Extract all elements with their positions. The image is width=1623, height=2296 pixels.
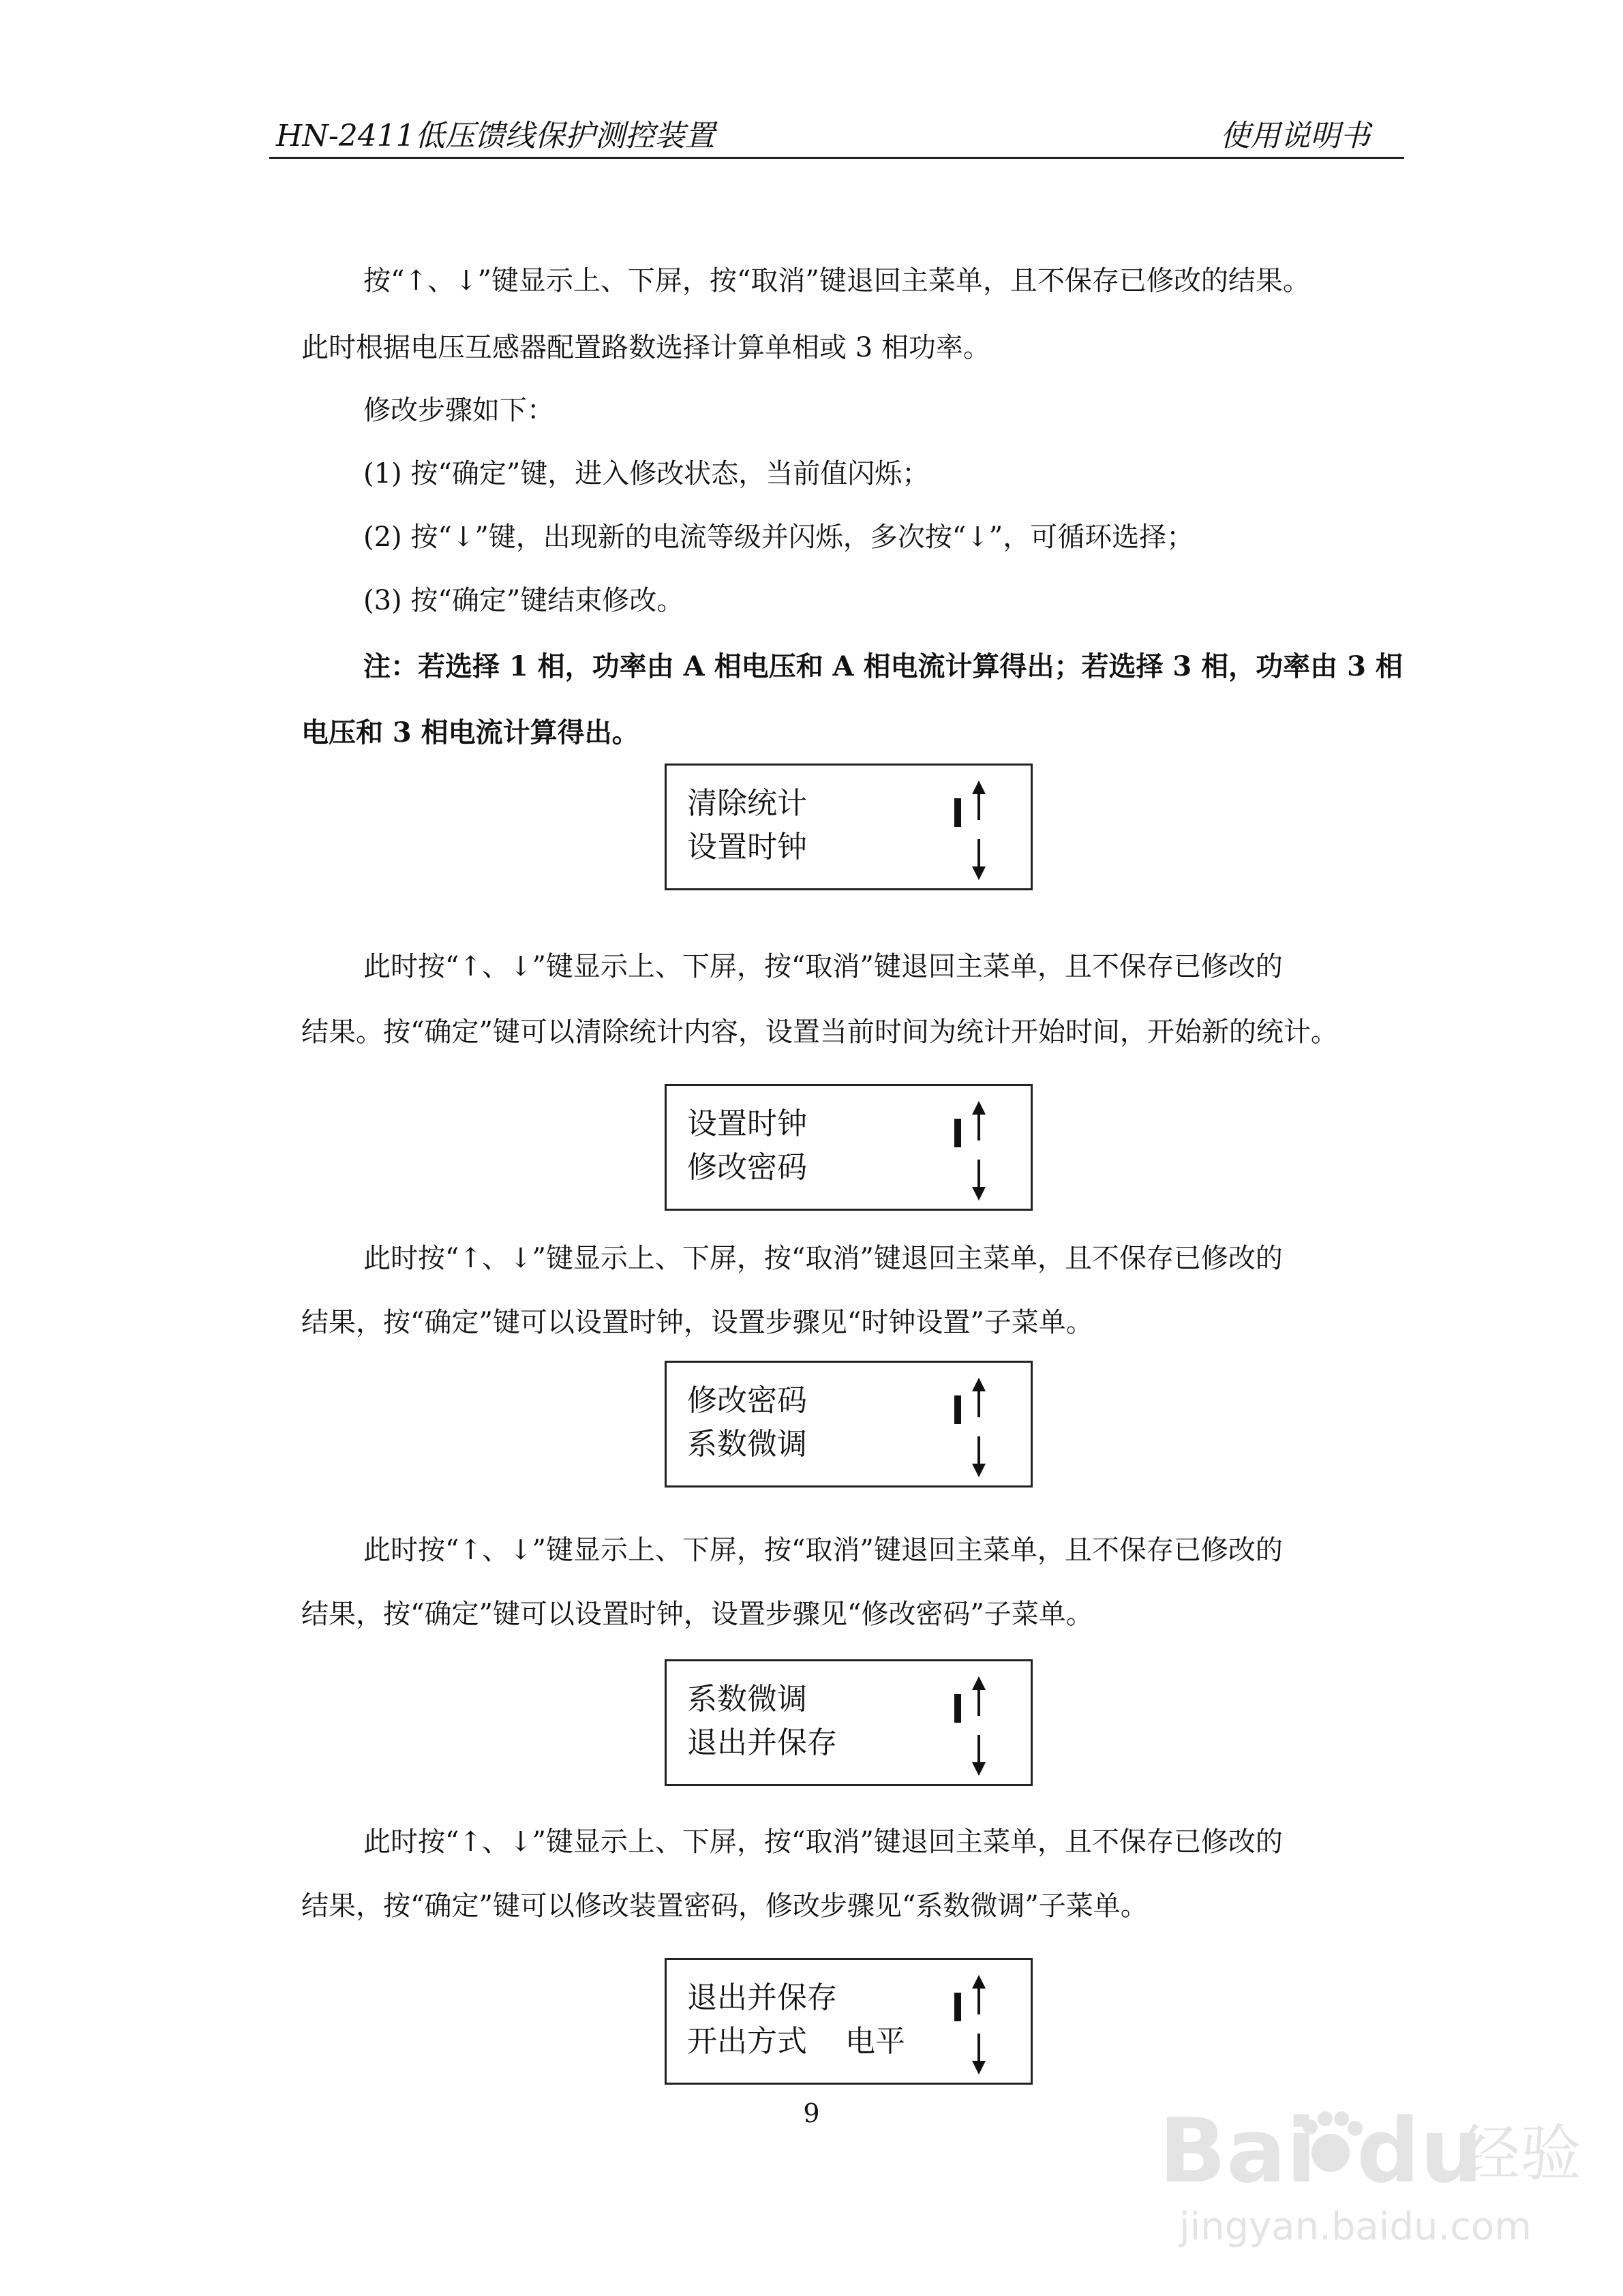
arrow-up-icon (965, 1975, 992, 2016)
lcd-cursor-icon (954, 1694, 961, 1723)
header-doc-type: 使用说明书 (1220, 119, 1370, 153)
lcd-screen-exit-and-save (665, 1958, 1033, 2085)
arrow-down-icon (965, 1735, 992, 1776)
paragraph-1-line-2: 此时根据电压互感器配置路数选择计算单相或 3 相功率。 (301, 332, 990, 363)
lcd-line-1: 设置时钟 (687, 1106, 807, 1141)
paragraph-2-line-2: 结果。按“确定”键可以清除统计内容，设置当前时间为统计开始时间，开始新的统计。 (301, 1016, 1338, 1048)
lcd-screen-clear-stats (665, 764, 1033, 890)
lcd-screen-coefficient-tuning (665, 1659, 1033, 1786)
watermark-brand: Bai (1159, 2099, 1317, 2203)
lcd-cursor-icon (954, 798, 961, 827)
paragraph-5-line-1: 此时按“↑、↓”键显示上、下屏，按“取消”键退回主菜单，且不保存已修改的 (363, 1826, 1283, 1858)
paragraph-1-line-1: 按“↑、↓”键显示上、下屏，按“取消”键退回主菜单，且不保存已修改的结果。 (363, 265, 1310, 297)
paragraph-3-line-2: 结果，按“确定”键可以设置时钟，设置步骤见“时钟设置”子菜单。 (301, 1307, 1093, 1338)
lcd-line-2: 系数微调 (687, 1427, 807, 1462)
watermark-brand-2: du (1356, 2099, 1483, 2203)
arrow-down-icon (965, 1160, 992, 1200)
page-header (269, 101, 1404, 159)
lcd-cursor-icon (954, 1119, 961, 1147)
header-title: HN-2411低压馈线保护测控装置 (276, 119, 715, 153)
watermark-url: jingyan.baidu.com (1179, 2205, 1532, 2249)
lcd-line-1: 清除统计 (687, 786, 807, 821)
lcd-cursor-icon (954, 1395, 961, 1424)
lcd-line-2: 退出并保存 (687, 1725, 837, 1760)
lcd-line-1: 修改密码 (687, 1383, 807, 1418)
steps-intro: 修改步骤如下： (363, 395, 554, 426)
lcd-line-1: 退出并保存 (687, 1980, 837, 2015)
arrow-up-icon (965, 1101, 992, 1142)
paragraph-2-line-1: 此时按“↑、↓”键显示上、下屏，按“取消”键退回主菜单，且不保存已修改的 (363, 951, 1283, 982)
lcd-screen-set-clock (665, 1084, 1033, 1211)
baidu-jingyan-watermark-logo (1152, 2079, 1581, 2256)
step-3: (3) 按“确定”键结束修改。 (363, 585, 684, 616)
lcd-line-2: 设置时钟 (687, 830, 807, 864)
lcd-line-1: 系数微调 (687, 1682, 807, 1717)
arrow-down-icon (965, 2034, 992, 2074)
note-line-1: 注：若选择 1 相，功率由 A 相电压和 A 相电流计算得出；若选择 3 相，功率由 3 相 (363, 650, 1403, 682)
paragraph-4-line-1: 此时按“↑、↓”键显示上、下屏，按“取消”键退回主菜单，且不保存已修改的 (363, 1535, 1283, 1566)
arrow-up-icon (965, 1676, 992, 1717)
lcd-cursor-icon (954, 1993, 961, 2021)
lcd-screen-change-password (665, 1361, 1033, 1487)
arrow-down-icon (965, 1436, 992, 1477)
arrow-up-icon (965, 1378, 992, 1419)
page-number: 9 (803, 2098, 820, 2128)
arrow-down-icon (965, 839, 992, 880)
lcd-line-2: 修改密码 (687, 1150, 807, 1185)
paragraph-3-line-1: 此时按“↑、↓”键显示上、下屏，按“取消”键退回主菜单，且不保存已修改的 (363, 1243, 1283, 1274)
lcd-line-2: 开出方式 电平 (687, 2024, 905, 2059)
step-2: (2) 按“↓”键，出现新的电流等级并闪烁，多次按“↓”，可循环选择； (363, 522, 1194, 553)
step-1: (1) 按“确定”键，进入修改状态，当前值闪烁； (363, 458, 930, 489)
paragraph-4-line-2: 结果，按“确定”键可以设置时钟，设置步骤见“修改密码”子菜单。 (301, 1599, 1093, 1630)
watermark-suffix: 经验 (1459, 2118, 1581, 2190)
arrow-up-icon (965, 781, 992, 821)
paragraph-5-line-2: 结果，按“确定”键可以修改装置密码，修改步骤见“系数微调”子菜单。 (301, 1890, 1148, 1922)
note-line-2: 电压和 3 相电流计算得出。 (301, 716, 639, 749)
